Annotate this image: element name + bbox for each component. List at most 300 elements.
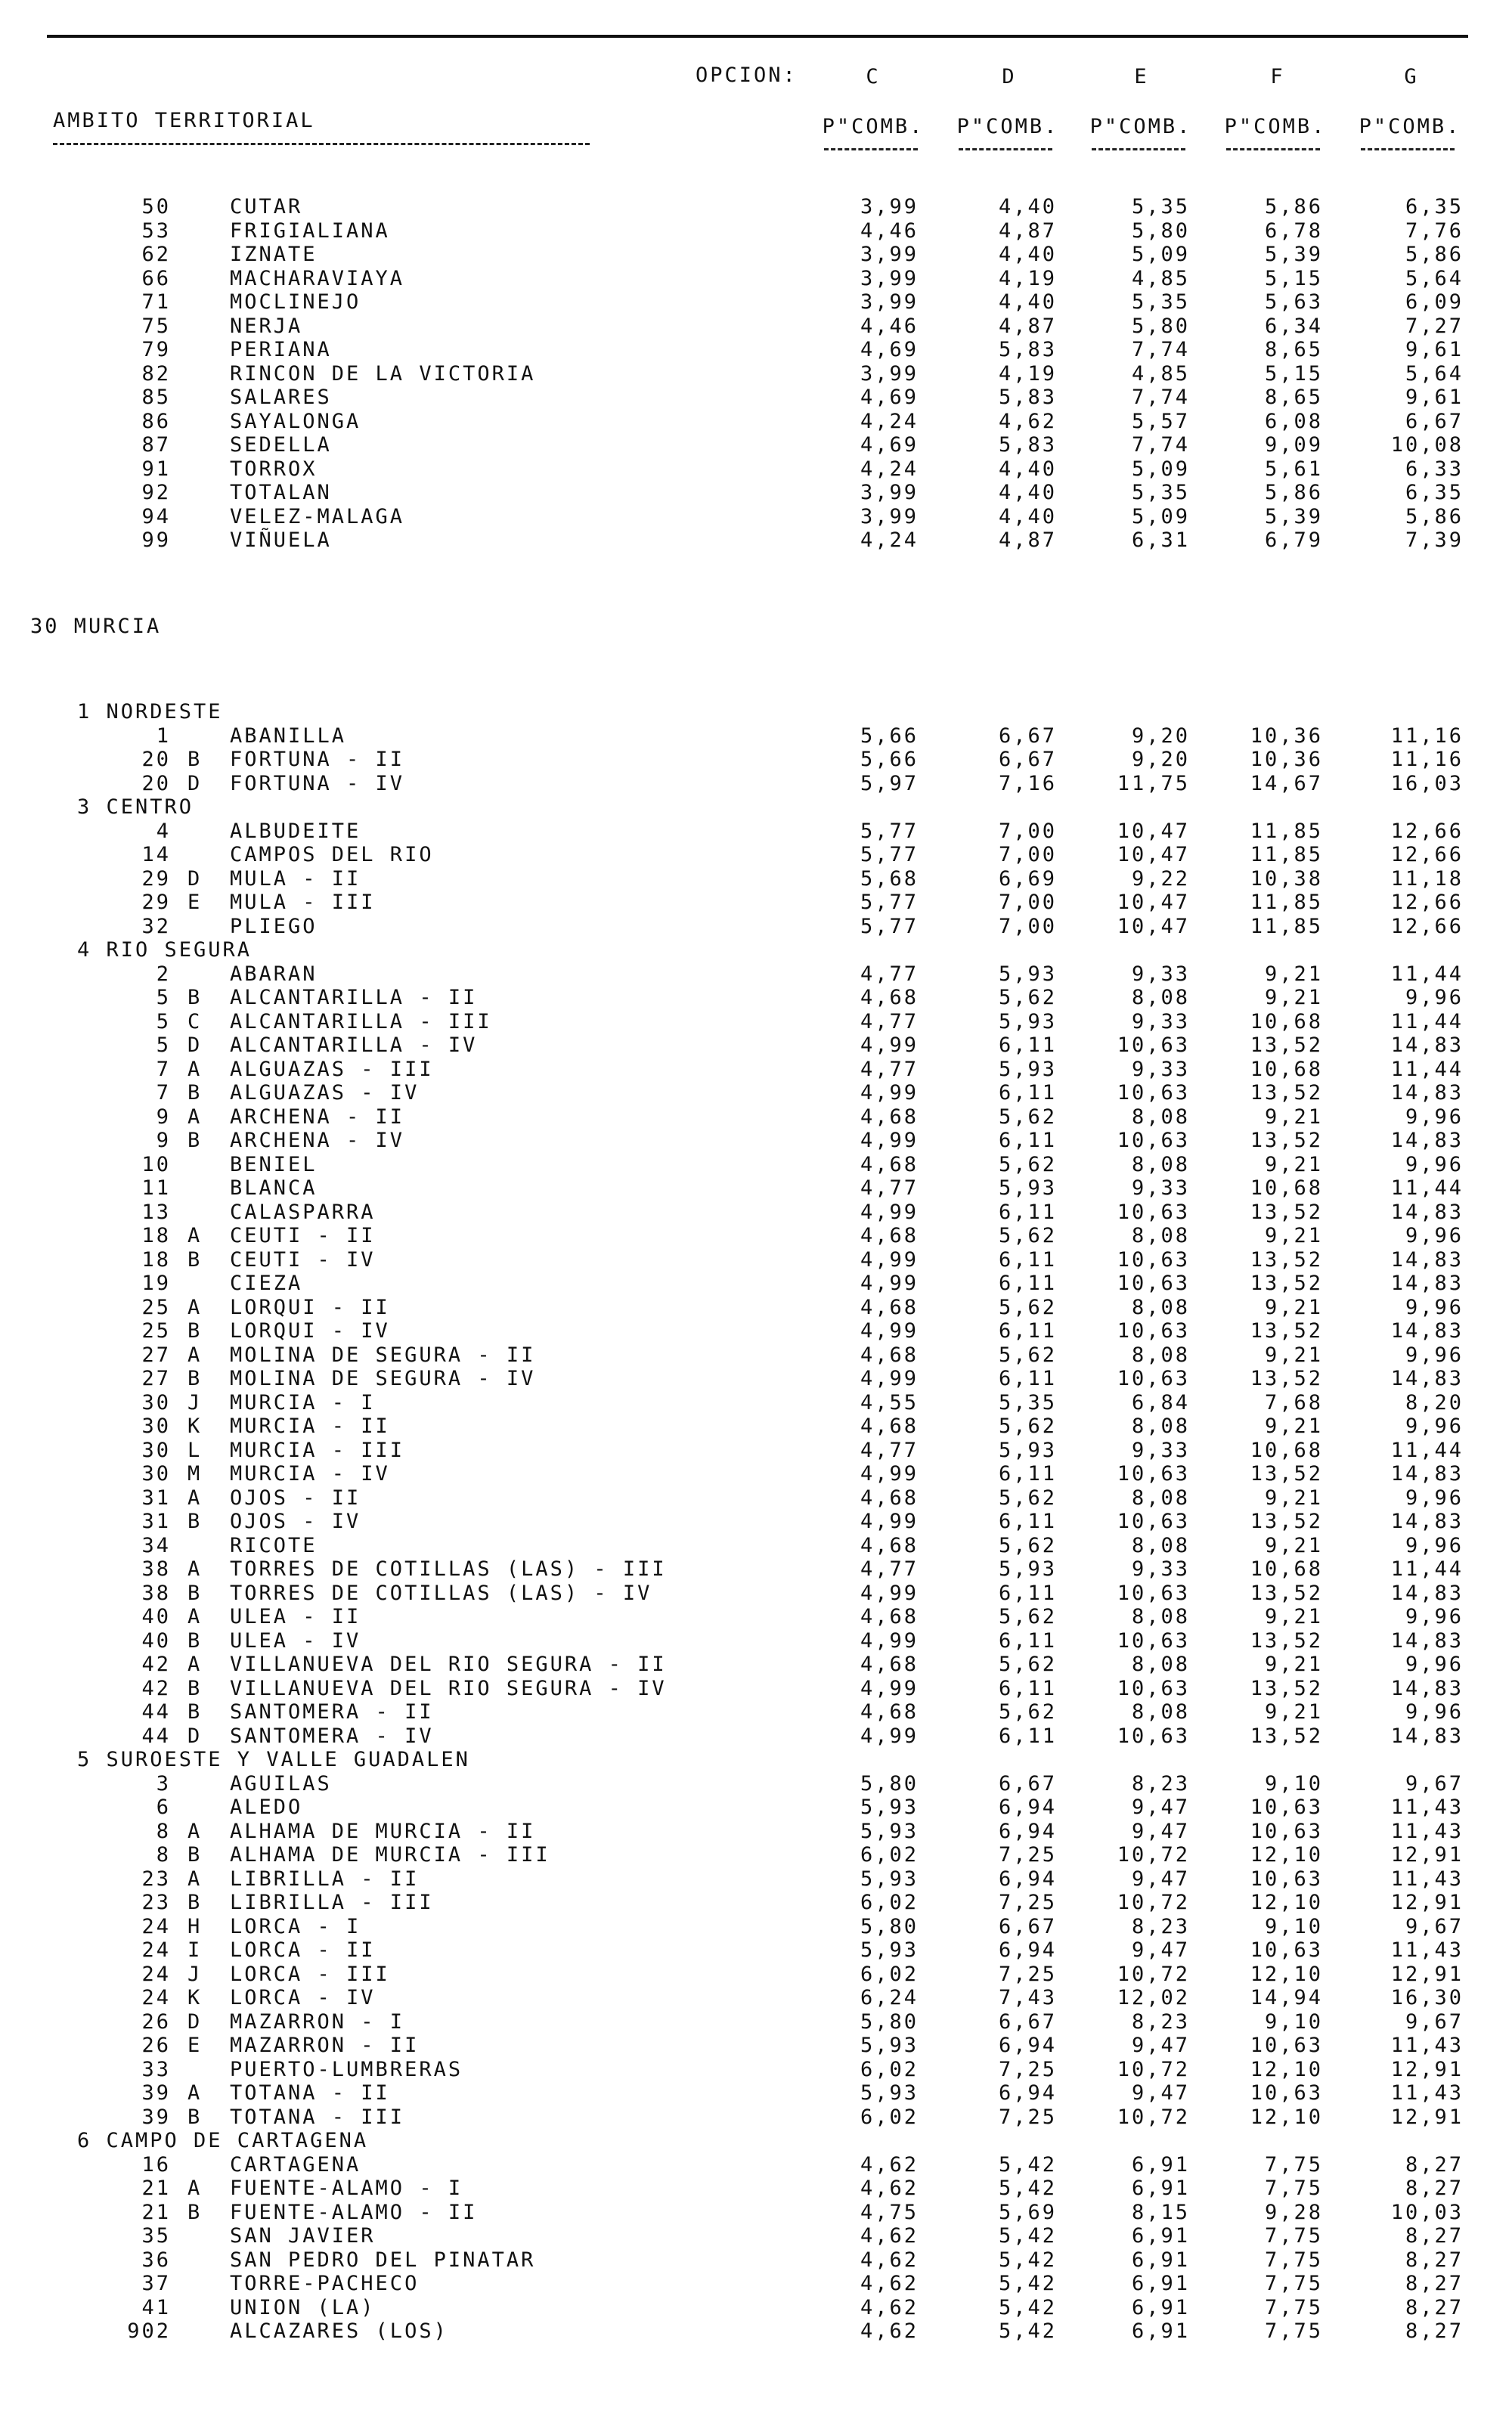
price-option-g: 14,83 (1390, 1628, 1464, 1653)
price-option-g: 11,43 (1390, 2034, 1464, 2057)
price-option-d: 7,25 (998, 1843, 1057, 1867)
price-option-c: 5,80 (860, 1771, 919, 1796)
price-option-d: 6,11 (998, 1724, 1057, 1748)
price-option-d: 5,93 (998, 1557, 1057, 1581)
table-row (0, 1700, 1512, 1724)
municipality-code: 2 (156, 962, 171, 986)
table-row (0, 410, 1512, 434)
comarca-heading (0, 938, 1512, 962)
table-row (0, 1605, 1512, 1629)
price-option-g: 8,27 (1405, 2152, 1464, 2177)
table-row (0, 2105, 1512, 2130)
municipality-code: 92 (141, 481, 171, 504)
code-suffix: A (187, 2081, 203, 2105)
price-option-c: 6,24 (860, 1986, 919, 2009)
price-option-e: 8,23 (1131, 1914, 1190, 1938)
code-suffix: B (187, 2200, 203, 2224)
price-option-f: 12,10 (1250, 1962, 1323, 1986)
municipality-name: FORTUNA - IV (230, 771, 405, 795)
price-option-f: 9,21 (1264, 1224, 1323, 1247)
table-row (0, 1724, 1512, 1749)
col-header-underline (1226, 148, 1320, 150)
municipality-name: LORCA - II (230, 1938, 376, 1962)
table-row (0, 2224, 1512, 2248)
option-letter-e: E (1134, 65, 1149, 88)
price-option-e: 10,63 (1117, 1462, 1190, 1486)
price-option-e: 6,91 (1131, 2224, 1190, 2248)
code-suffix: H (187, 1914, 203, 1938)
price-option-g: 11,43 (1390, 1796, 1464, 1819)
municipality-code: 30 (141, 1438, 171, 1462)
price-option-d: 6,67 (998, 748, 1057, 771)
municipality-name: CARTAGENA (230, 2152, 361, 2177)
price-option-f: 7,75 (1264, 2319, 1323, 2343)
code-suffix: A (187, 1057, 203, 1081)
table-row (0, 1296, 1512, 1320)
price-option-e: 10,47 (1117, 843, 1190, 866)
municipality-code: 85 (141, 386, 171, 409)
price-option-g: 9,96 (1405, 1486, 1464, 1510)
municipality-code: 38 (141, 1581, 171, 1605)
price-option-c: 4,46 (860, 218, 919, 243)
code-suffix: A (187, 1867, 203, 1891)
code-suffix: L (187, 1438, 203, 1462)
col-header-g: P"COMB. (1359, 115, 1461, 138)
price-option-c: 4,68 (860, 1486, 919, 1510)
municipality-name: RINCON DE LA VICTORIA (230, 361, 536, 386)
municipality-code: 32 (141, 914, 171, 938)
price-option-e: 10,63 (1117, 1581, 1190, 1605)
price-option-g: 9,67 (1405, 1771, 1464, 1796)
code-suffix: B (187, 1700, 203, 1724)
price-option-c: 4,99 (860, 1272, 919, 1295)
table-row (0, 2319, 1512, 2344)
municipality-code: 82 (141, 361, 171, 386)
code-suffix: B (187, 1891, 203, 1914)
price-option-e: 10,63 (1117, 1676, 1190, 1700)
price-option-g: 12,66 (1390, 819, 1464, 843)
price-option-c: 5,77 (860, 819, 919, 843)
price-option-g: 14,83 (1390, 1247, 1464, 1272)
price-option-d: 6,11 (998, 1676, 1057, 1700)
price-option-e: 5,57 (1131, 409, 1190, 433)
price-option-g: 11,16 (1390, 723, 1464, 748)
price-option-g: 8,27 (1405, 2319, 1464, 2343)
price-option-f: 6,79 (1264, 528, 1323, 552)
price-option-c: 4,68 (860, 1224, 919, 1247)
price-option-e: 8,08 (1131, 1486, 1190, 1510)
price-option-c: 4,62 (860, 2224, 919, 2248)
table-row (0, 1462, 1512, 1486)
municipality-name: MOLINA DE SEGURA - IV (230, 1367, 536, 1390)
municipality-code: 40 (141, 1628, 171, 1653)
municipality-code: 9 (156, 1105, 171, 1129)
code-suffix: A (187, 1343, 203, 1367)
price-option-g: 14,83 (1390, 1200, 1464, 1224)
price-option-g: 11,18 (1390, 866, 1464, 891)
municipality-code: 31 (141, 1486, 171, 1510)
price-option-d: 4,40 (998, 481, 1057, 504)
municipality-code: 44 (141, 1700, 171, 1724)
table-row (0, 772, 1512, 796)
municipality-code: 14 (141, 843, 171, 866)
price-option-f: 10,68 (1250, 1009, 1323, 1033)
price-option-f: 13,52 (1250, 1367, 1323, 1390)
price-option-e: 5,09 (1131, 504, 1190, 528)
table-row (0, 314, 1512, 339)
code-suffix: B (187, 1247, 203, 1272)
price-option-e: 10,63 (1117, 1272, 1190, 1295)
price-option-d: 5,42 (998, 2177, 1057, 2200)
price-option-f: 7,75 (1264, 2272, 1323, 2295)
price-option-d: 5,62 (998, 1224, 1057, 1247)
price-option-c: 4,62 (860, 2272, 919, 2295)
price-option-f: 10,63 (1250, 2034, 1323, 2057)
opcion-label: OPCION: (696, 64, 798, 87)
code-suffix: A (187, 1295, 203, 1319)
price-option-c: 4,24 (860, 528, 919, 552)
price-option-f: 9,21 (1264, 1343, 1323, 1367)
municipality-name: PLIEGO (230, 914, 318, 938)
price-option-e: 8,08 (1131, 1653, 1190, 1676)
price-option-c: 4,62 (860, 2248, 919, 2272)
municipality-name: ALCANTARILLA - IV (230, 1033, 478, 1057)
table-row (0, 1129, 1512, 1153)
top-rule (47, 35, 1468, 38)
price-option-e: 8,08 (1131, 1533, 1190, 1557)
table-row (0, 891, 1512, 915)
municipality-code: 24 (141, 1938, 171, 1962)
price-option-g: 14,83 (1390, 1676, 1464, 1700)
price-option-d: 6,11 (998, 1510, 1057, 1533)
price-option-e: 6,84 (1131, 1390, 1190, 1414)
price-option-d: 7,00 (998, 891, 1057, 914)
price-option-e: 11,75 (1117, 771, 1190, 795)
price-option-f: 10,38 (1250, 866, 1323, 891)
price-option-c: 4,99 (860, 1676, 919, 1700)
table-row (0, 1153, 1512, 1177)
price-option-c: 4,68 (860, 1533, 919, 1557)
price-option-c: 4,99 (860, 1367, 919, 1390)
price-option-f: 9,21 (1264, 1605, 1323, 1628)
table-row (0, 1938, 1512, 1963)
price-option-c: 4,77 (860, 1057, 919, 1081)
price-option-f: 6,34 (1264, 314, 1323, 338)
municipality-name: LIBRILLA - III (230, 1891, 434, 1914)
price-option-c: 4,62 (860, 2319, 919, 2343)
municipality-code: 20 (141, 771, 171, 795)
price-option-f: 10,63 (1250, 1796, 1323, 1819)
price-option-d: 5,83 (998, 338, 1057, 361)
price-option-f: 14,94 (1250, 1986, 1323, 2009)
price-option-c: 4,68 (860, 1653, 919, 1676)
price-option-c: 3,99 (860, 504, 919, 528)
municipality-name: BENIEL (230, 1152, 318, 1176)
price-option-d: 7,00 (998, 914, 1057, 938)
municipality-code: 27 (141, 1343, 171, 1367)
municipality-name: ALGUAZAS - IV (230, 1081, 420, 1105)
comarca-label: 6 CAMPO DE CARTAGENA (77, 2129, 369, 2152)
municipality-name: ALCANTARILLA - III (230, 1009, 492, 1033)
municipality-name: ULEA - II (230, 1605, 361, 1628)
municipality-name: ALCANTARILLA - II (230, 986, 478, 1009)
municipality-code: 31 (141, 1510, 171, 1533)
table-row (0, 2248, 1512, 2273)
municipality-name: BLANCA (230, 1176, 318, 1200)
municipality-code: 24 (141, 1962, 171, 1986)
price-option-g: 11,44 (1390, 1557, 1464, 1581)
table-row (0, 1557, 1512, 1582)
price-option-g: 9,96 (1405, 1414, 1464, 1438)
municipality-code: 37 (141, 2272, 171, 2295)
price-option-e: 5,35 (1131, 290, 1190, 314)
price-option-c: 4,62 (860, 2177, 919, 2200)
price-option-f: 13,52 (1250, 1129, 1323, 1152)
municipality-code: 62 (141, 243, 171, 266)
municipality-name: CUTAR (230, 195, 303, 218)
price-option-d: 7,25 (998, 1962, 1057, 1986)
municipality-name: SALARES (230, 386, 332, 409)
price-option-f: 5,39 (1264, 243, 1323, 266)
municipality-name: MURCIA - IV (230, 1462, 390, 1486)
price-option-f: 10,36 (1250, 748, 1323, 771)
municipality-code: 16 (141, 2152, 171, 2177)
comarca-heading (0, 2129, 1512, 2153)
municipality-code: 13 (141, 1200, 171, 1224)
price-option-e: 8,08 (1131, 986, 1190, 1009)
price-option-e: 6,91 (1131, 2248, 1190, 2272)
price-option-d: 5,62 (998, 1653, 1057, 1676)
municipality-name: UNION (LA) (230, 2295, 376, 2319)
price-option-f: 14,67 (1250, 771, 1323, 795)
municipality-name: NERJA (230, 314, 303, 338)
price-option-e: 8,08 (1131, 1414, 1190, 1438)
municipality-code: 25 (141, 1295, 171, 1319)
price-option-g: 10,08 (1390, 433, 1464, 457)
col-header-underline (1361, 148, 1455, 150)
col-header-e: P"COMB. (1089, 115, 1192, 138)
price-option-d: 5,42 (998, 2295, 1057, 2319)
price-option-e: 10,63 (1117, 1319, 1190, 1343)
municipality-code: 53 (141, 218, 171, 243)
code-suffix: A (187, 1605, 203, 1628)
table-row (0, 1796, 1512, 1820)
municipality-name: MULA - III (230, 891, 376, 914)
municipality-code: 44 (141, 1724, 171, 1748)
code-suffix: D (187, 2009, 203, 2034)
table-row (0, 1010, 1512, 1034)
price-option-f: 9,21 (1264, 1653, 1323, 1676)
municipality-code: 10 (141, 1152, 171, 1176)
price-option-c: 5,68 (860, 866, 919, 891)
municipality-name: PERIANA (230, 338, 332, 361)
price-option-e: 6,91 (1131, 2152, 1190, 2177)
municipality-code: 36 (141, 2248, 171, 2272)
price-option-f: 9,21 (1264, 1700, 1323, 1724)
price-option-g: 5,64 (1405, 361, 1464, 386)
table-row (0, 1653, 1512, 1677)
price-option-c: 5,80 (860, 2009, 919, 2034)
price-option-f: 5,39 (1264, 504, 1323, 528)
price-option-c: 3,99 (860, 266, 919, 290)
price-option-g: 12,91 (1390, 1891, 1464, 1914)
price-option-c: 4,69 (860, 386, 919, 409)
municipality-code: 26 (141, 2034, 171, 2057)
municipality-name: MOLINA DE SEGURA - II (230, 1343, 536, 1367)
price-option-g: 11,44 (1390, 1057, 1464, 1081)
code-suffix: B (187, 1581, 203, 1605)
table-row (0, 1915, 1512, 1939)
municipality-name: TORRES DE COTILLAS (LAS) - III (230, 1557, 667, 1581)
municipality-name: MURCIA - I (230, 1390, 376, 1414)
price-option-g: 16,30 (1390, 1986, 1464, 2009)
price-option-f: 9,10 (1264, 2009, 1323, 2034)
price-option-f: 8,65 (1264, 386, 1323, 409)
price-option-f: 13,52 (1250, 1676, 1323, 1700)
price-option-d: 5,93 (998, 1009, 1057, 1033)
code-suffix: B (187, 1843, 203, 1867)
price-option-e: 6,91 (1131, 2177, 1190, 2200)
price-option-g: 14,83 (1390, 1367, 1464, 1390)
table-row (0, 457, 1512, 482)
price-option-e: 10,72 (1117, 1843, 1190, 1867)
price-option-d: 5,83 (998, 386, 1057, 409)
price-option-g: 9,67 (1405, 1914, 1464, 1938)
price-option-c: 4,68 (860, 1295, 919, 1319)
municipality-code: 9 (156, 1129, 171, 1152)
price-option-c: 4,99 (860, 1129, 919, 1152)
price-option-d: 6,11 (998, 1628, 1057, 1653)
price-option-g: 12,91 (1390, 1843, 1464, 1867)
price-option-c: 5,93 (860, 1867, 919, 1891)
price-option-d: 4,87 (998, 218, 1057, 243)
table-row (0, 1534, 1512, 1558)
price-option-c: 4,77 (860, 1176, 919, 1200)
code-suffix: D (187, 1033, 203, 1057)
price-option-e: 8,15 (1131, 2200, 1190, 2224)
price-option-f: 11,85 (1250, 819, 1323, 843)
price-option-g: 8,27 (1405, 2177, 1464, 2200)
price-option-f: 13,52 (1250, 1724, 1323, 1748)
price-option-e: 10,63 (1117, 1081, 1190, 1105)
col-header-underline (959, 148, 1052, 150)
code-suffix: B (187, 1510, 203, 1533)
price-option-e: 10,63 (1117, 1628, 1190, 1653)
comarca-heading (0, 1748, 1512, 1772)
table-row (0, 1843, 1512, 1867)
table-row (0, 843, 1512, 867)
code-suffix: D (187, 1724, 203, 1748)
table-row (0, 195, 1512, 219)
price-option-g: 7,76 (1405, 218, 1464, 243)
municipality-code: 6 (156, 1796, 171, 1819)
table-row (0, 1486, 1512, 1511)
municipality-name: TORRE-PACHECO (230, 2272, 420, 2295)
municipality-name: CEUTI - IV (230, 1247, 376, 1272)
price-option-g: 9,61 (1405, 338, 1464, 361)
municipality-name: SANTOMERA - IV (230, 1724, 434, 1748)
municipality-code: 30 (141, 1414, 171, 1438)
price-option-f: 9,10 (1264, 1914, 1323, 1938)
table-row (0, 2201, 1512, 2225)
municipality-code: 21 (141, 2200, 171, 2224)
municipality-code: 42 (141, 1653, 171, 1676)
price-option-f: 13,52 (1250, 1319, 1323, 1343)
price-option-e: 10,72 (1117, 2105, 1190, 2129)
price-option-e: 8,23 (1131, 2009, 1190, 2034)
col-header-c: P"COMB. (822, 115, 925, 138)
table-row (0, 219, 1512, 243)
price-option-e: 9,33 (1131, 1176, 1190, 1200)
price-option-c: 5,93 (860, 1819, 919, 1843)
price-option-d: 6,11 (998, 1367, 1057, 1390)
municipality-code: 35 (141, 2224, 171, 2248)
table-row (0, 2272, 1512, 2296)
price-option-g: 16,03 (1390, 771, 1464, 795)
price-option-d: 6,94 (998, 2081, 1057, 2105)
price-option-e: 9,47 (1131, 2034, 1190, 2057)
municipality-name: MAZARRON - I (230, 2009, 405, 2034)
row-spacer (0, 638, 1512, 700)
table-row (0, 1510, 1512, 1534)
price-option-c: 4,77 (860, 1557, 919, 1581)
price-option-e: 10,72 (1117, 1891, 1190, 1914)
table-row (0, 267, 1512, 291)
price-option-f: 12,10 (1250, 2057, 1323, 2081)
price-option-c: 5,93 (860, 2034, 919, 2057)
municipality-code: 39 (141, 2081, 171, 2105)
province-heading (0, 615, 1512, 639)
municipality-code: 33 (141, 2057, 171, 2081)
code-suffix: B (187, 1081, 203, 1105)
municipality-name: ALEDO (230, 1796, 303, 1819)
price-option-d: 6,67 (998, 2009, 1057, 2034)
price-option-c: 4,77 (860, 962, 919, 986)
price-option-c: 3,99 (860, 481, 919, 504)
code-suffix: A (187, 1105, 203, 1129)
municipality-code: 5 (156, 986, 171, 1009)
municipality-code: 94 (141, 504, 171, 528)
municipality-code: 79 (141, 338, 171, 361)
price-option-f: 10,63 (1250, 1819, 1323, 1843)
table-row (0, 362, 1512, 386)
price-option-c: 4,69 (860, 433, 919, 457)
price-option-g: 14,83 (1390, 1510, 1464, 1533)
municipality-name: AGUILAS (230, 1771, 332, 1796)
price-option-c: 4,55 (860, 1390, 919, 1414)
price-option-f: 5,15 (1264, 361, 1323, 386)
municipality-name: ABANILLA (230, 723, 347, 748)
price-option-d: 6,94 (998, 1938, 1057, 1962)
municipality-code: 42 (141, 1676, 171, 1700)
table-row (0, 1248, 1512, 1272)
municipality-name: ULEA - IV (230, 1628, 361, 1653)
municipality-name: MAZARRON - II (230, 2034, 420, 2057)
municipality-name: VELEZ-MALAGA (230, 504, 405, 528)
municipality-code: 3 (156, 1771, 171, 1796)
municipality-name: CAMPOS DEL RIO (230, 843, 434, 866)
price-option-f: 9,21 (1264, 1105, 1323, 1129)
price-option-e: 5,35 (1131, 195, 1190, 218)
option-letter-f: F (1270, 65, 1285, 88)
price-option-g: 9,96 (1405, 1152, 1464, 1176)
municipality-code: 8 (156, 1843, 171, 1867)
municipality-code: 27 (141, 1367, 171, 1390)
price-option-f: 11,85 (1250, 891, 1323, 914)
price-option-f: 7,68 (1264, 1390, 1323, 1414)
price-option-d: 6,11 (998, 1462, 1057, 1486)
table-row (0, 1391, 1512, 1415)
